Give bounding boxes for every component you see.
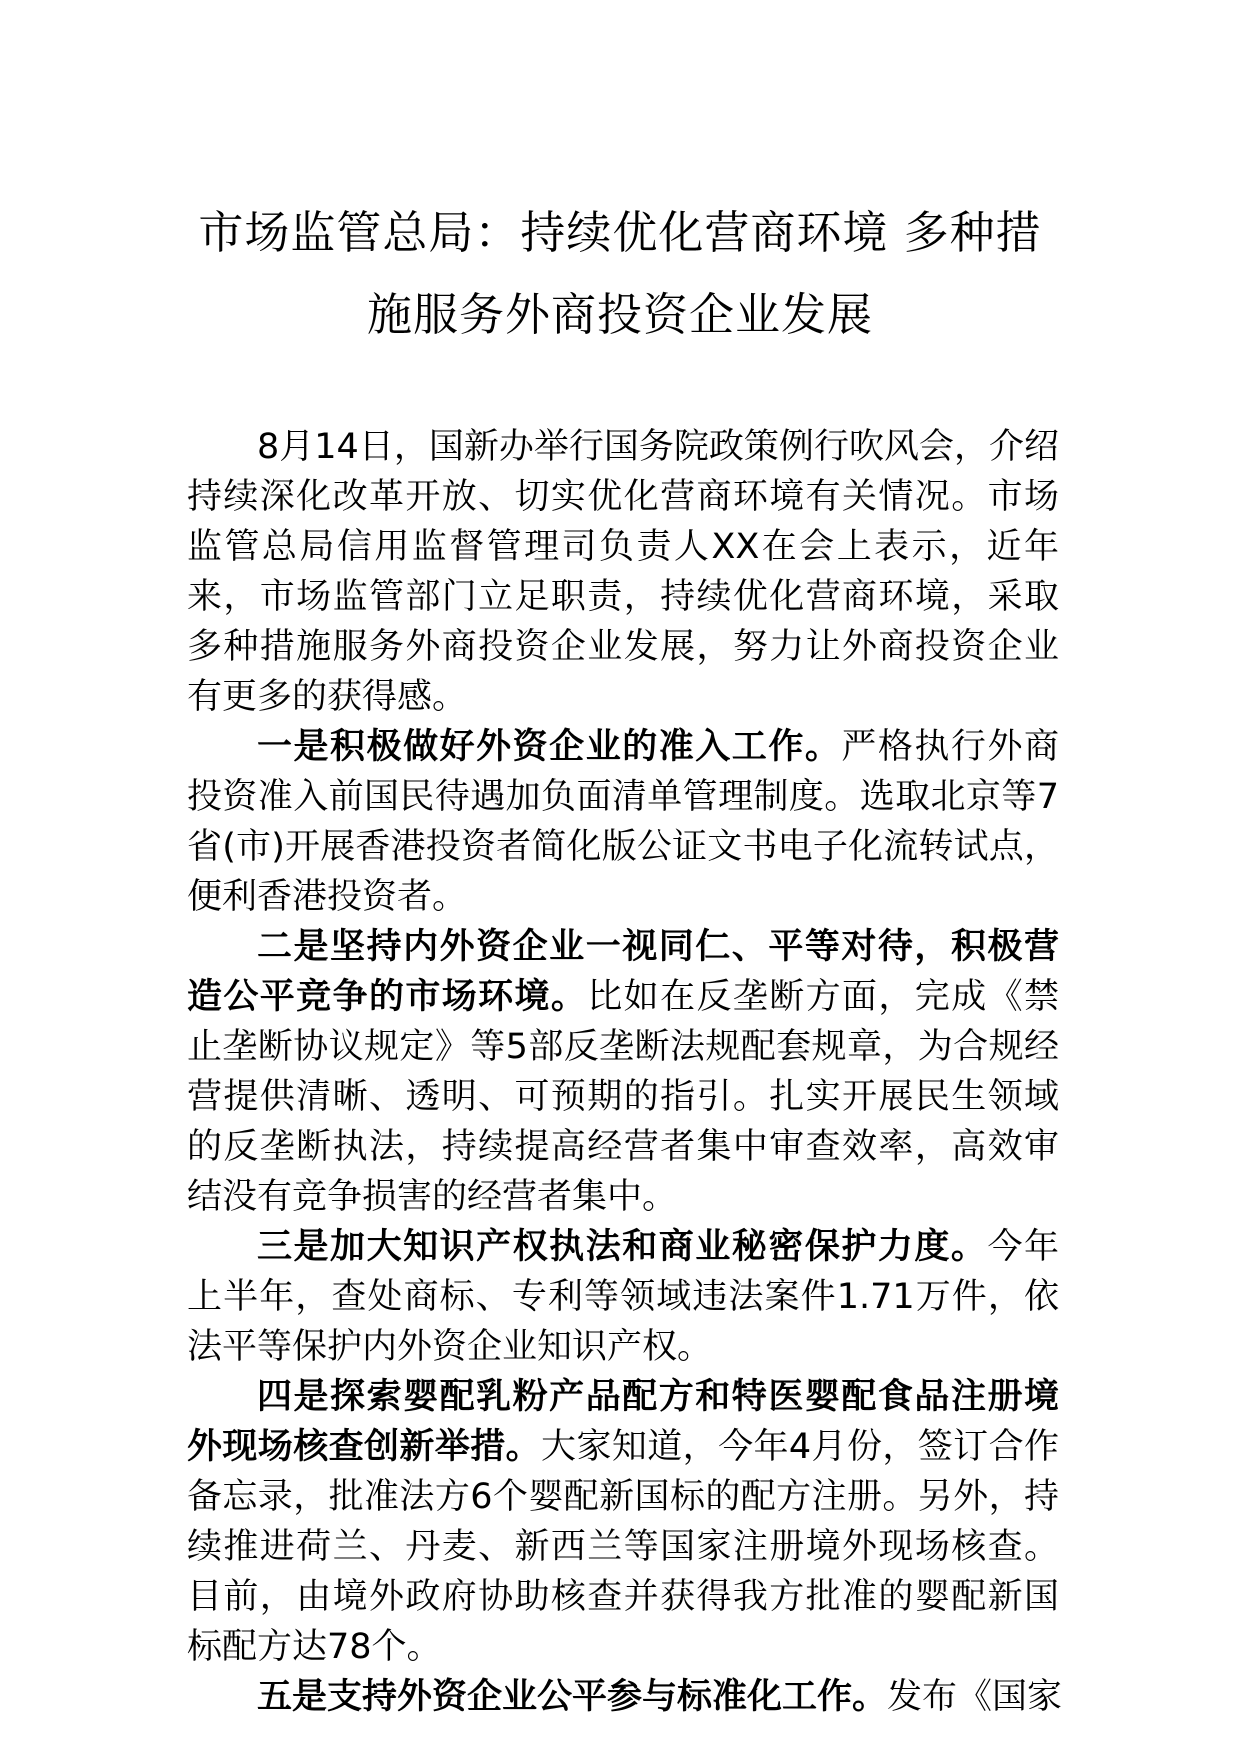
paragraph-lead: 二是坚持内外资企业一视同仁、平等对待，积极营造公平竞争的市场环境。 (187, 927, 1059, 1017)
title-line-1: 市场监管总局：持续优化营商环境 多种措 (198, 206, 1042, 259)
paragraph-text: 今年上半年，查处商标、专利等领域违法案件1.71万件，依法平等保护内外资企业知识产权。 (187, 1227, 1059, 1367)
paragraph-lead: 四是探索婴配乳粉产品配方和特医婴配食品注册境外现场核查创新举措。 (187, 1377, 1059, 1467)
paragraph-text: 8月14日，国新办举行国务院政策例行吹风会，介绍持续深化改革开放、切实优化营商环境有关情况。市场监管总局信用监督管理司负责人XX在会上表示，近年来，市场监管部门立足职责，持续优化营商环境，采取多种措施服务外商投资企业发展，努力让外商投资企业有更多的获得感。 (187, 427, 1059, 717)
document-body (187, 422, 1063, 1722)
paragraph-text: 比如在反垄断方面，完成《禁止垄断协议规定》等5部反垄断法规配套规章，为合规经营提供清晰、透明、可预期的指引。扎实开展民生领域的反垄断执法，持续提高经营者集中审查效率，高效审结没有竞争损害的经营者集中。 (187, 977, 1059, 1217)
paragraph-intro (187, 422, 1059, 722)
paragraph-point-4 (187, 1372, 1059, 1672)
paragraph-lead: 五是支持外资企业公平参与标准化工作。 (257, 1677, 888, 1717)
document-title (150, 192, 1090, 356)
paragraph-point-2 (187, 922, 1059, 1222)
paragraph-lead: 三是加大知识产权执法和商业秘密保护力度。 (257, 1227, 988, 1267)
paragraph-point-3 (187, 1222, 1059, 1372)
paragraph-point-1 (187, 722, 1059, 922)
paragraph-point-5 (187, 1672, 1063, 1722)
paragraph-text: 严格执行外商投资准入前国民待遇加负面清单管理制度。选取北京等7省(市)开展香港投资者简化版公证文书电子化流转试点，便利香港投资者。 (187, 727, 1059, 917)
paragraph-text: 大家知道，今年4月份，签订合作备忘录，批准法方6个婴配新国标的配方注册。另外，持续推进荷兰、丹麦、新西兰等国家注册境外现场核查。目前，由境外政府协助核查并获得我方批准的婴配新国标配方达78个。 (187, 1427, 1059, 1667)
paragraph-text: 发布《国家 (887, 1677, 1063, 1717)
title-line-2: 施服务外商投资企业发展 (366, 288, 873, 341)
paragraph-lead: 一是积极做好外资企业的准入工作。 (257, 727, 842, 767)
